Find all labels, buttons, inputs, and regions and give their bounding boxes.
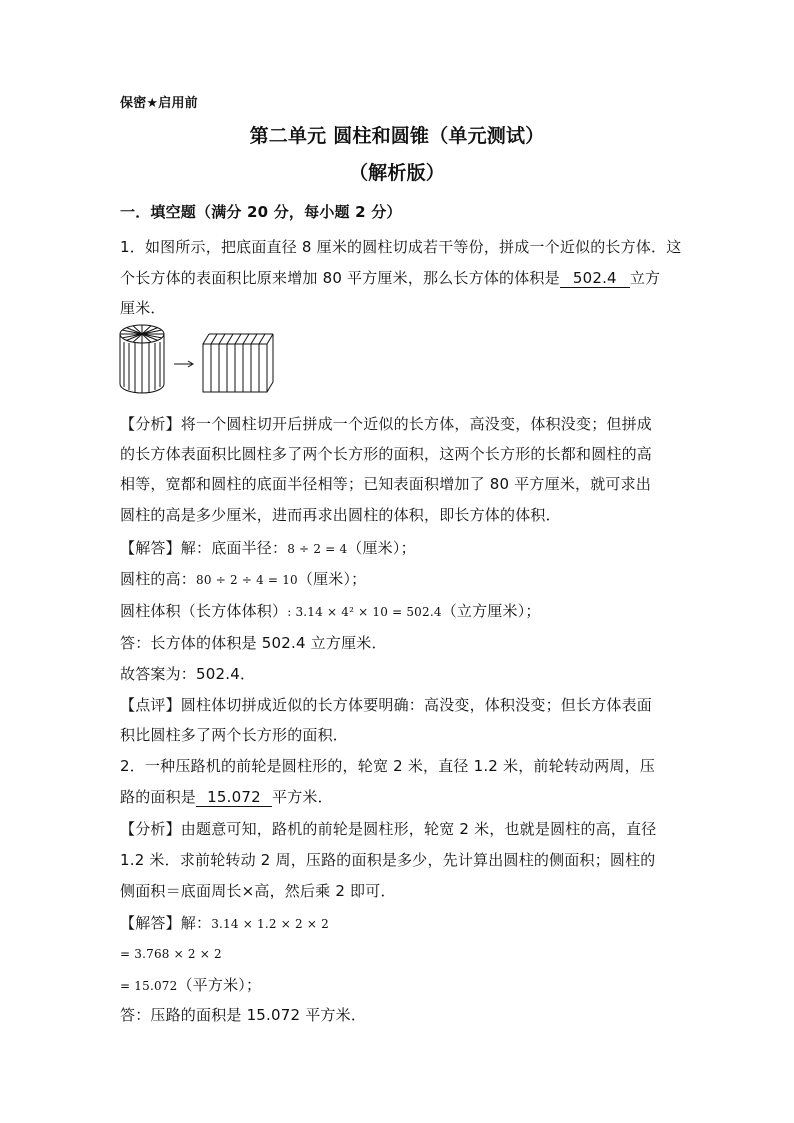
section-heading: 一．填空题（满分 20 分，每小题 2 分） bbox=[120, 203, 402, 221]
q2-formula-step3: = 15.072 bbox=[120, 979, 178, 993]
q1-height-formula: 80 ÷ 2 ÷ 4 = 10 bbox=[196, 573, 298, 587]
q1-volume-unit: （立方厘米）； bbox=[441, 602, 541, 620]
q1-stem-tail: 立方 bbox=[629, 269, 661, 287]
q2-stem-line2 bbox=[120, 787, 333, 807]
cylinder-to-cuboid-figure bbox=[118, 322, 298, 402]
q2-solution-step1 bbox=[120, 913, 329, 934]
q2-formula-step2: = 3.768 × 2 × 2 bbox=[120, 947, 222, 961]
q1-radius-formula: 8 ÷ 2 = 4 bbox=[287, 542, 348, 556]
q1-comment-line2: 积比圆柱多了两个长方形的面积． bbox=[120, 726, 349, 744]
q2-solution-label: 【解答】解： bbox=[120, 914, 212, 932]
page-subtitle: （解析版） bbox=[348, 162, 445, 184]
q1-stem-text: 个长方体的表面积比原来增加 80 平方厘米，那么长方体的体积是 bbox=[120, 269, 560, 287]
q1-radius-unit: （厘米）； bbox=[347, 539, 416, 557]
q1-analysis-line2: 的长方体表面积比圆柱多了两个长方形的面积，这两个长方形的长都和圆柱的高 bbox=[120, 445, 653, 463]
q2-formula-step1: 3.14 × 1.2 × 2 × 2 bbox=[211, 917, 329, 931]
q1-final-answer: 故答案为：502.4． bbox=[120, 665, 256, 683]
q2-answer-line: 答：压路的面积是 15.072 平方米． bbox=[120, 1006, 367, 1024]
q1-answer-blank: 502.4 bbox=[560, 269, 630, 288]
q1-solution-volume bbox=[120, 601, 541, 622]
q1-height-unit: （厘米）； bbox=[297, 570, 367, 588]
q2-analysis-line2: 1.2 米．求前轮转动 2 周，压路的面积是多少，先计算出圆柱的侧面积；圆柱的 bbox=[120, 851, 656, 869]
q1-analysis-line4: 圆柱的高是多少厘米，进而再求出圆柱的体积，即长方体的体积． bbox=[120, 506, 561, 524]
q1-comment-line1: 【点评】圆柱体切拼成近似的长方体要明确：高没变，体积没变；但长方体表面 bbox=[120, 696, 653, 714]
q1-height-label: 圆柱的高： bbox=[120, 570, 197, 588]
q2-solution-step3 bbox=[120, 975, 261, 996]
q1-solution-radius bbox=[120, 538, 416, 559]
q2-analysis-line1: 【分析】由题意可知，路机的前轮是圆柱形，轮宽 2 米，也就是圆柱的高，直径 bbox=[120, 820, 657, 838]
q1-answer-line: 答：长方体的体积是 502.4 立方厘米． bbox=[120, 634, 387, 652]
q2-area-unit: （平方米）； bbox=[177, 976, 262, 994]
q1-volume-label: 圆柱体积（长方体体积） bbox=[120, 602, 288, 620]
q2-stem-text: 路的面积是 bbox=[120, 788, 197, 806]
q1-stem-line1: 1．如图所示，把底面直径 8 厘米的圆柱切成若干等份，拼成一个近似的长方体．这 bbox=[120, 238, 682, 256]
q1-stem-line3: 厘米． bbox=[120, 299, 166, 317]
q1-analysis-line3: 相等，宽都和圆柱的底面半径相等；已知表面积增加了 80 平方厘米，就可求出 bbox=[120, 475, 652, 493]
q1-solution-label: 【解答】解：底面半径： bbox=[120, 539, 288, 557]
cylinder-figure-svg bbox=[118, 322, 298, 398]
q1-analysis-line1: 【分析】将一个圆柱切开后拼成一个近似的长方体，高没变，体积没变；但拼成 bbox=[120, 415, 653, 433]
q2-answer-blank: 15.072 bbox=[196, 788, 272, 807]
q2-analysis-line3: 侧面积＝底面周长×高，然后乘 2 即可． bbox=[120, 882, 396, 900]
q1-stem-line2 bbox=[120, 268, 660, 288]
q1-solution-height bbox=[120, 569, 366, 590]
page-title: 第二单元 圆柱和圆锥（单元测试） bbox=[249, 125, 545, 147]
q1-volume-formula: : 3.14 × 4² × 10 = 502.4 bbox=[287, 605, 442, 619]
q2-stem-line1: 2．一种压路机的前轮是圆柱形的，轮宽 2 米，直径 1.2 米，前轮转动两周，压 bbox=[120, 757, 656, 775]
confidential-label: 保密★启用前 bbox=[120, 96, 198, 111]
q2-stem-tail: 平方米． bbox=[272, 788, 333, 806]
